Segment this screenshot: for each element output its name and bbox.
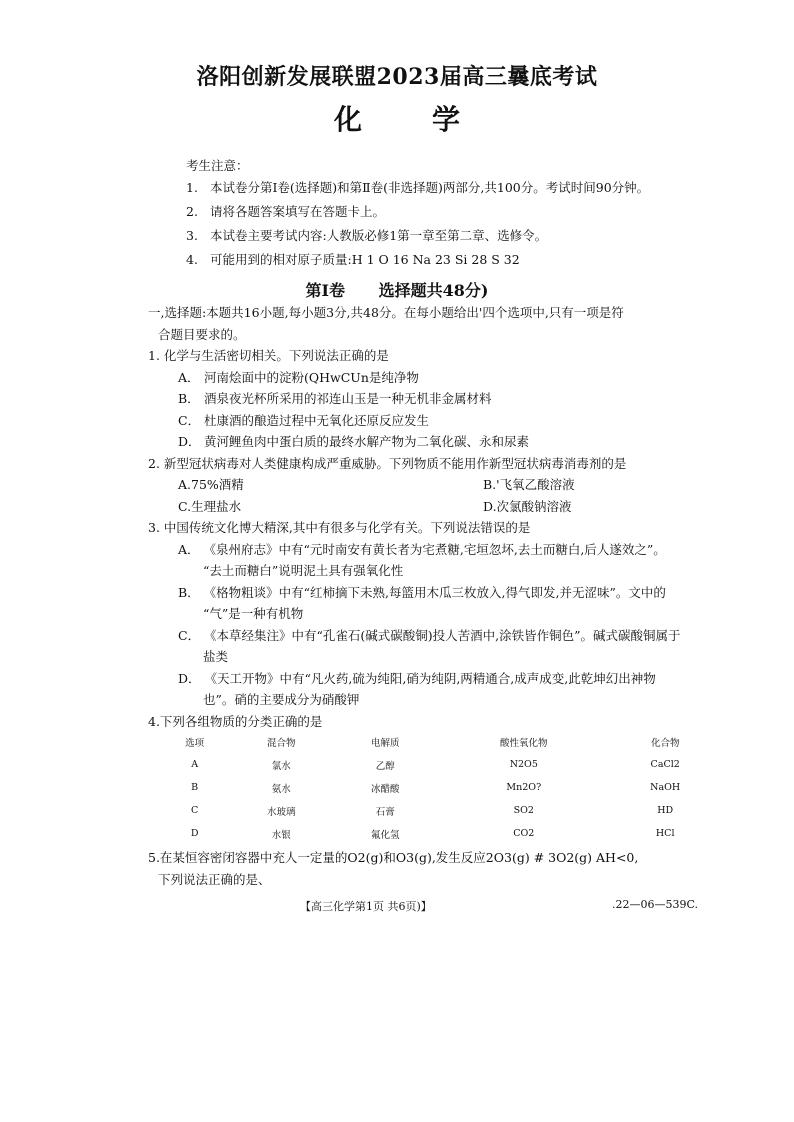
notice-text: 本试卷分第Ⅰ卷(选择题)和第Ⅱ卷(非选择题)两部分,共100分。考试时间90分钟。 xyxy=(209,180,650,195)
option-label: C． xyxy=(178,412,201,428)
table-cell: C xyxy=(191,805,199,816)
intro-line: 合题目要求的。 xyxy=(158,326,246,342)
table-cell: 氯水 xyxy=(271,760,291,772)
notice-list xyxy=(186,176,746,272)
question-2-option-b: B.'飞氧乙酸溶液 xyxy=(483,477,575,492)
table-cell: 乙醇 xyxy=(375,760,395,772)
section-heading xyxy=(0,278,794,301)
table-cell: HCl xyxy=(655,828,675,839)
notice-number: 1. xyxy=(186,180,198,195)
table-header: 电解质 xyxy=(370,737,400,749)
option-text: 杜康酒的酿造过程中无氧化还原反应发生 xyxy=(204,412,430,428)
question-1-option-a xyxy=(148,367,778,389)
table-header: 选项 xyxy=(185,737,205,749)
section-description: 选择题共48分) xyxy=(378,281,489,300)
table-cell: CO2 xyxy=(513,828,535,839)
intro-line: 一,选择题:本题共16小题,每小题3分,共48分。在每小题给出'四个选项中,只有一项是符 xyxy=(148,305,624,320)
footer-exam-code: .22—06—539C. xyxy=(612,898,699,911)
question-3-option-a-cont: “去土而糖白”说明泥土具有强氧化性 xyxy=(203,563,404,578)
table-cell: D xyxy=(190,828,199,839)
table-cell: 水银 xyxy=(271,829,291,841)
table-header-row xyxy=(160,730,720,753)
question-3-option-c: C． 《本草经集注》中有“孔雀石(碱式碳酸铜)投人苦酒中,涂铁皆作铜色”。碱式碳酸铜属于 xyxy=(178,627,681,643)
table-cell: 氨水 xyxy=(271,783,291,795)
table-cell: 石膏 xyxy=(375,806,395,818)
question-2-option-c: C.生理盐水 xyxy=(178,498,242,514)
option-label: B． xyxy=(178,391,200,406)
option-text: 黄河鲤鱼肉中蛋白质的最终水解产物为二氧化碳、永和尿素 xyxy=(204,434,530,449)
table-cell: NaOH xyxy=(650,782,681,793)
notice-item xyxy=(186,176,746,200)
option-text: 河南烩面中的淀粉(QHwCUn是纯净物 xyxy=(204,369,419,385)
table-cell: 氟化氢 xyxy=(370,829,400,841)
notice-item xyxy=(186,224,746,248)
table-cell: A xyxy=(191,759,199,770)
question-3-option-a: A． 《泉州府志》中有“元时南安有黄长者为宅煮糖,宅垣忽坏,去土而糖白,后人遂效之”。 xyxy=(178,541,666,557)
question-2-option-d: D.次氯酸钠溶液 xyxy=(483,498,572,514)
notice-number: 4. xyxy=(186,252,198,267)
option-label: A． xyxy=(178,369,200,385)
table-cell: B xyxy=(191,782,199,793)
question-3-stem: 3. 中国传统文化博大精深,其中有很多与化学有关。下列说法错误的是 xyxy=(148,520,531,535)
notice-heading: 考生注意： xyxy=(186,158,249,173)
question-3-option-d-cont: 也”。硝的主要成分为硝酸钾 xyxy=(203,692,360,707)
notice-number: 2. xyxy=(186,204,198,219)
notice-number: 3. xyxy=(186,228,198,243)
classification-table xyxy=(160,730,720,845)
notice-text: 可能用到的相对原子质量:H 1 O 16 Na 23 Si 28 S 32 xyxy=(209,252,520,267)
table-cell: HD xyxy=(657,805,674,816)
table-row xyxy=(160,799,720,822)
table-cell: Mn2O? xyxy=(506,782,542,793)
section-volume: 第Ⅰ卷 xyxy=(305,281,346,300)
table-header: 化合物 xyxy=(650,737,680,749)
question-5-stem-cont: 下列说法正确的是、 xyxy=(158,871,271,887)
question-2-stem: 2. 新型冠状病毒对人类健康构成严重威胁。下列物质不能用作新型冠状病毒消毒剂的是 xyxy=(148,455,627,471)
question-5-block xyxy=(148,847,778,890)
question-2-option-a: A.75%酒精 xyxy=(178,477,244,492)
questions-block xyxy=(148,302,778,732)
question-5-stem: 5.在某恒容密闭容器中充人一定量的O2(g)和O3(g),发生反应2O3(g) # 3O2(g) AH<0, xyxy=(148,850,639,865)
table-row xyxy=(160,822,720,845)
question-1-option-d xyxy=(148,431,778,453)
table-row xyxy=(160,776,720,799)
table-header: 混合物 xyxy=(267,737,296,749)
footer-page-number: 【高三化学第1页 共6页)】 xyxy=(300,900,432,913)
question-3-option-c-cont: 盐类 xyxy=(203,649,229,664)
question-1-option-c xyxy=(148,410,778,432)
table-row xyxy=(160,753,720,776)
table-header: 酸性氧化物 xyxy=(500,737,548,749)
option-label: D． xyxy=(178,434,201,449)
table-cell: 水玻璃 xyxy=(267,806,296,818)
table-cell: SO2 xyxy=(513,805,534,816)
question-2-options-row xyxy=(148,496,778,518)
notice-text: 请将各题答案填写在答题卡上。 xyxy=(209,204,385,219)
question-3-option-b-cont: “气”是一种有机物 xyxy=(203,606,304,621)
question-2-options-row xyxy=(148,474,778,496)
question-1-option-b xyxy=(148,388,778,410)
question-1-stem: 1. 化学与生活密切相关。下列说法正确的是 xyxy=(148,348,389,363)
table-cell: 冰醋酸 xyxy=(370,783,400,795)
exam-subject: 化学 xyxy=(333,103,530,136)
notice-item xyxy=(186,248,746,272)
table-cell: CaCl2 xyxy=(650,759,680,770)
notice-item xyxy=(186,200,746,224)
question-3-option-d: D． 《天工开物》中有“凡火药,硫为纯阳,硝为纯阴,两精通合,成声成变,此乾坤幻出神物 xyxy=(178,670,656,686)
table-cell: N2O5 xyxy=(509,759,538,770)
exam-title: 洛阳创新发展联盟2023届高三曩底考试 xyxy=(196,64,598,90)
question-4-stem: 4.下列各组物质的分类正确的是 xyxy=(148,713,323,729)
option-text: 酒泉夜光杯所采用的祁连山玉是一种无机非金属材料 xyxy=(204,391,492,406)
notice-text: 本试卷主要考试内容:人教版必修1第一章至第二章、选修令。 xyxy=(209,228,548,243)
question-3-option-b: B． 《格物粗谈》中有“红柿摘下未熟,每篮用木瓜三枚放入,得气即发,并无涩味”。文中的 xyxy=(178,584,666,600)
